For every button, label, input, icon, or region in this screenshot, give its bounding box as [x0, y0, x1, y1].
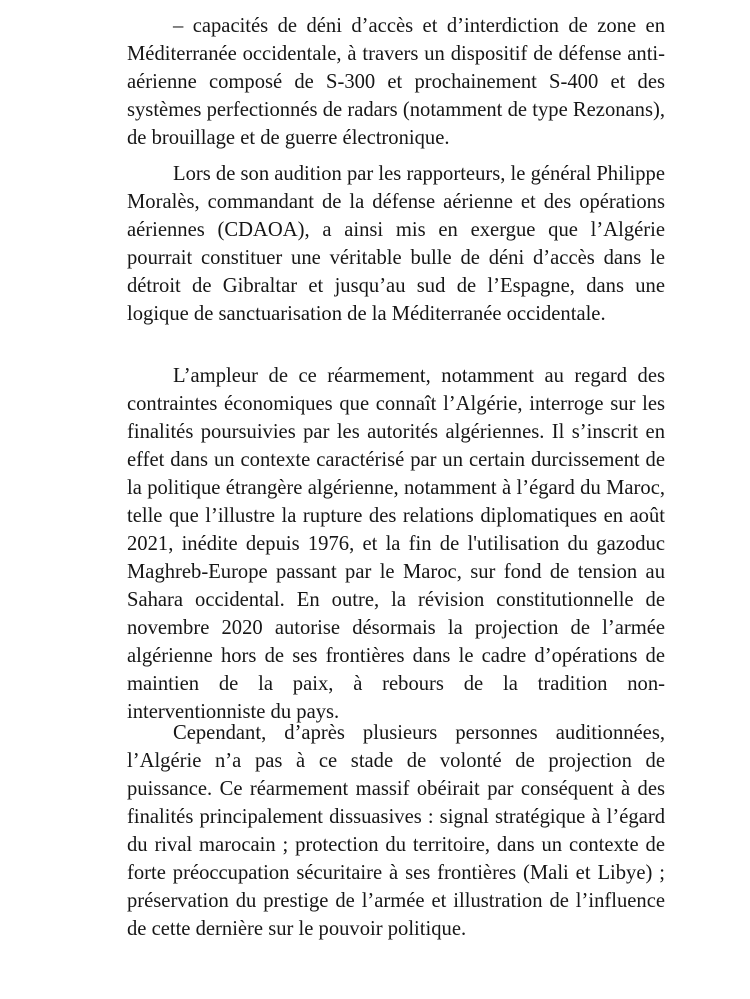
paragraph-rearmament-context: L’ampleur de ce réarmement, notamment au regard des contraintes économiques que connaît l’Algérie, interroge sur les finalités poursuivies par les autorités algériennes. Il s’inscrit en effet dans un contexte caractérisé par un certain durcissement de la politique étrangère algérienne, notamment à l’égard du Maroc, telle que l’illustre la rupture des relations diplomatiques en août 2021, inédite depuis 1976, et la fin de l'utilisation du gazoduc Maghreb-Europe passant par le Maroc, sur fond de tension au Sahara occidental. En outre, la révision constitutionnelle de novembre 2020 autorise désormais la projection de l’armée algérienne hors de ses frontières dans le cadre d’opérations de maintien de la paix, à rebours de la tradition non-interventionniste du pays.	[127, 365, 665, 723]
paragraph-denial-capabilities: – capacités de déni d’accès et d’interdiction de zone en Méditerranée occidentale, à travers un dispositif de défense anti-aérienne composé de S-300 et prochainement S-400 et des systèmes perfectionnés de radars (notamment de type Rezonans), de brouillage et de guerre électronique.	[127, 15, 665, 149]
paragraph-dissuasive-purposes: Cependant, d’après plusieurs personnes auditionnées, l’Algérie n’a pas à ce stade de volonté de projection de puissance. Ce réarmement massif obéirait par conséquent à des finalités principalement dissuasives : signal stratégique à l’égard du rival marocain ; protection du territoire, dans un contexte de forte préoccupation sécuritaire à ses frontières (Mali et Libye) ; préservation du prestige de l’armée et illustration de l’influence de cette dernière sur le pouvoir politique.	[127, 722, 665, 940]
paragraph-general-morales-audition: Lors de son audition par les rapporteurs, le général Philippe Moralès, commandant de la défense aérienne et des opérations aériennes (CDAOA), a ainsi mis en exergue que l’Algérie pourrait constituer une véritable bulle de déni d’accès dans le détroit de Gibraltar et jusqu’au sud de l’Espagne, dans une logique de sanctuarisation de la Méditerranée occidentale.	[127, 163, 665, 325]
